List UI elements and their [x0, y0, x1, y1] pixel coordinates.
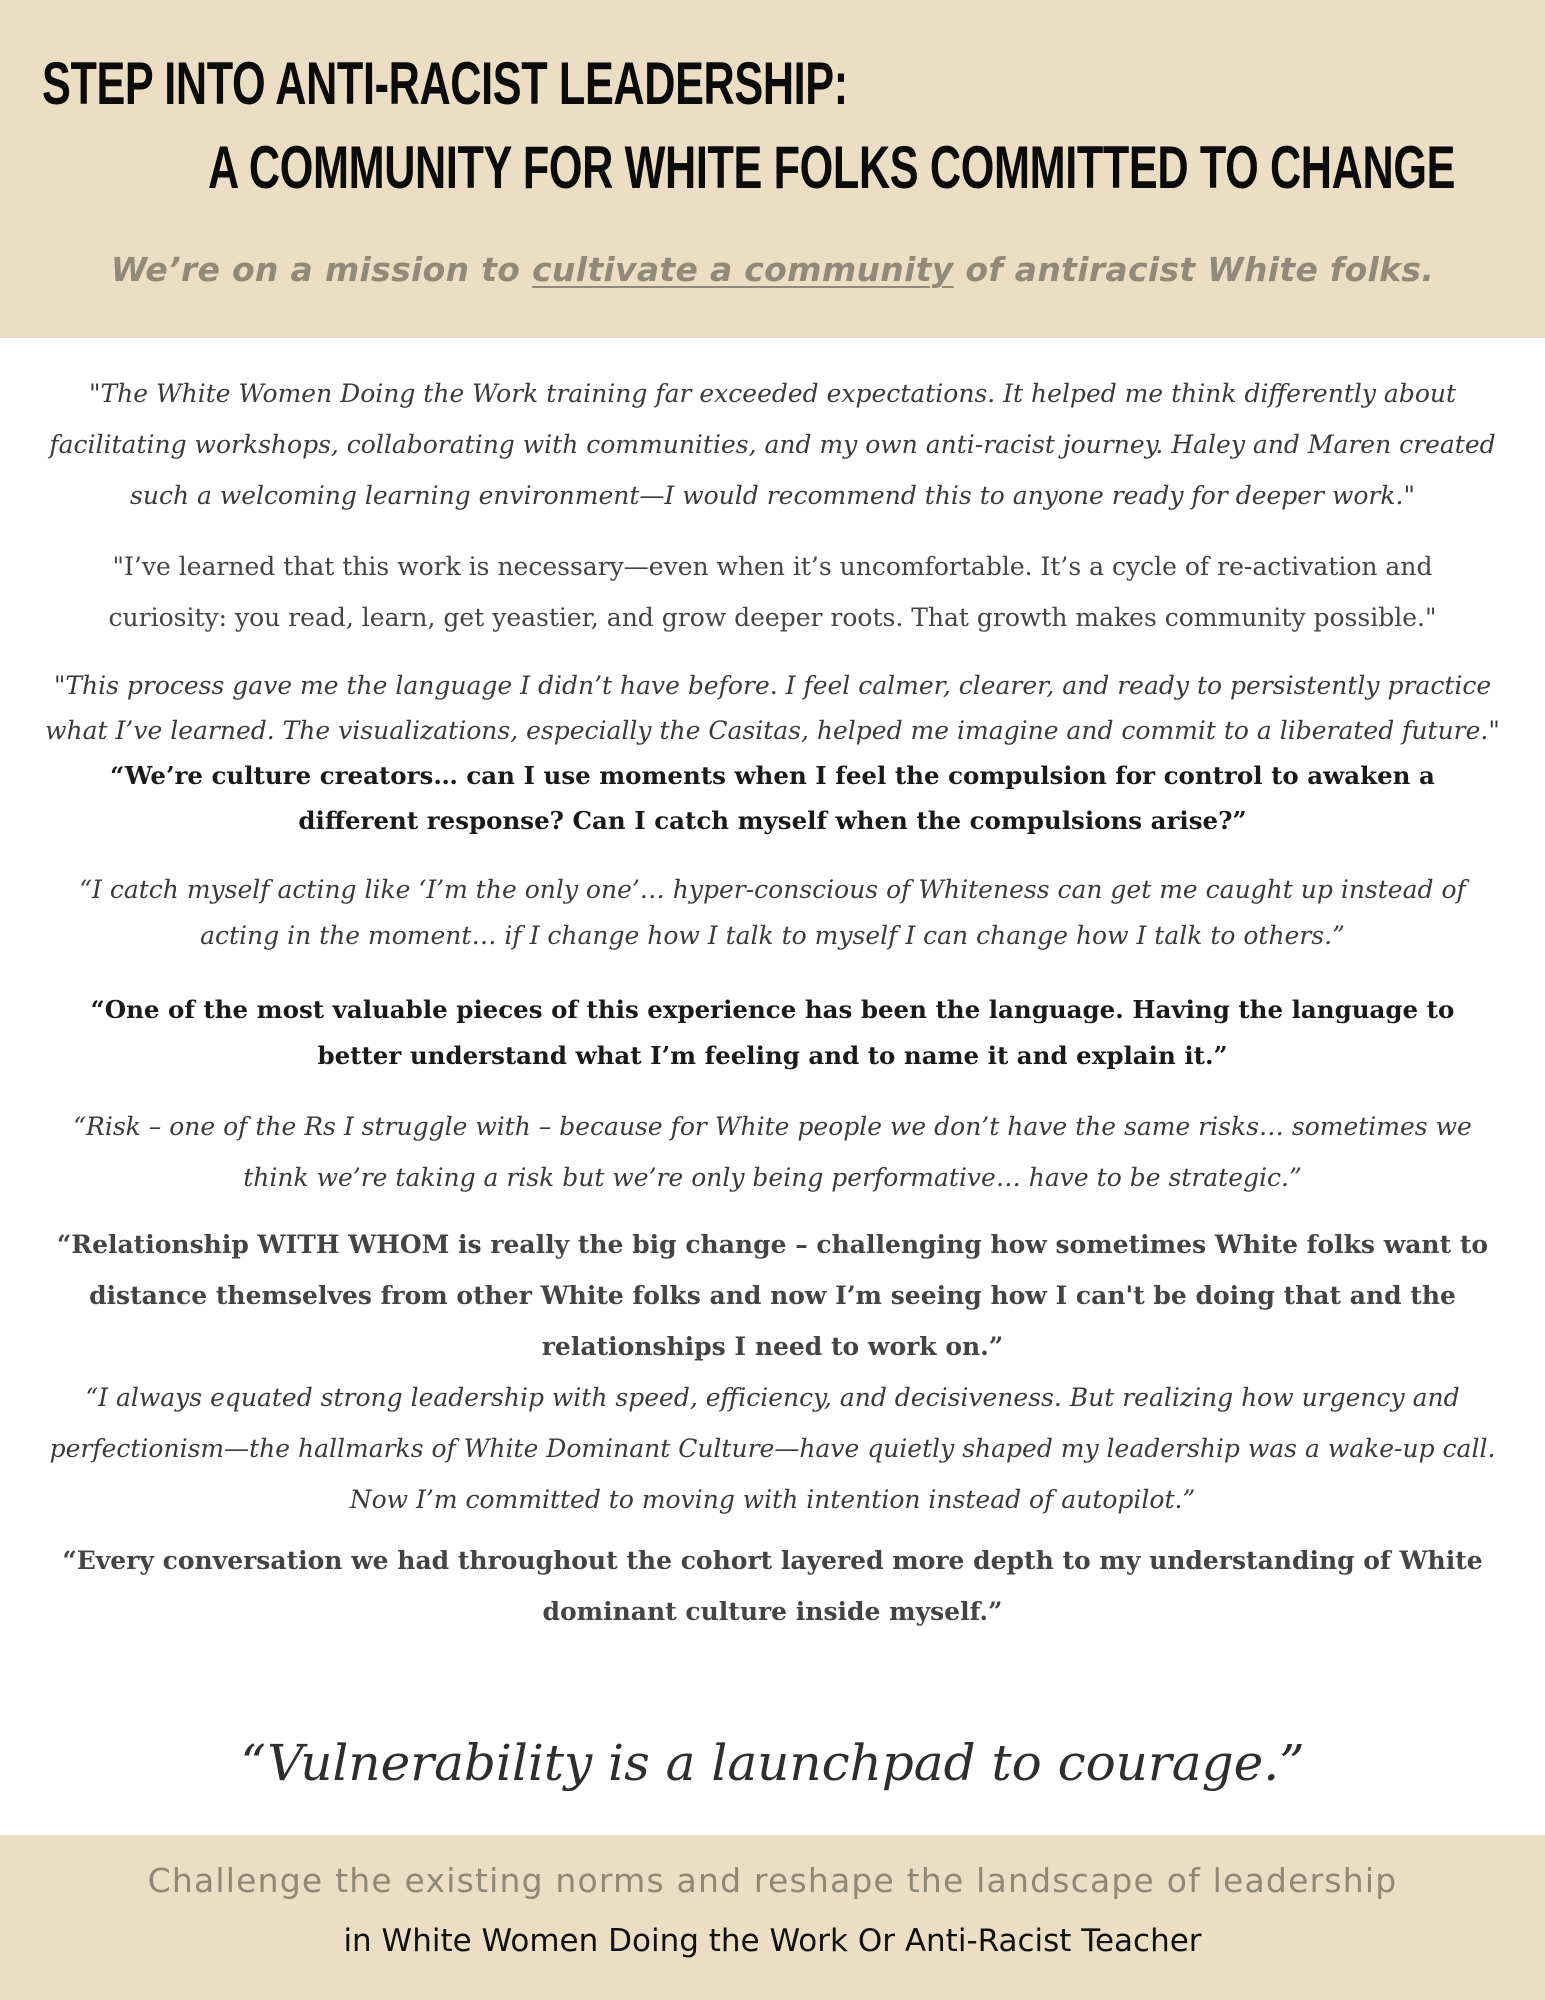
footer-tagline: Challenge the existing norms and reshape the landscape of leadership — [147, 1861, 1398, 1900]
mission-underlined-phrase: cultivate a community — [532, 250, 954, 289]
testimonial-7: “Risk – one of the Rs I struggle with – because for White people we don’t have the same risks… sometimes we think we’re taking a risk but we’re only being performative… have to be strategic.” — [73, 1112, 1472, 1192]
testimonial-6: “One of the most valuable pieces of this experience has been the language. Having the language to better understand what I’m feeling and to name it and explain it.” — [90, 995, 1455, 1070]
testimonial-8: “Relationship WITH WHOM is really the big change – challenging how sometimes White folks want to distance themselves from other White folks and now I’m seeing how I can't be doing that and the relationships I need to work on.” — [56, 1230, 1489, 1361]
testimonials-list — [0, 368, 1545, 1637]
testimonial-9: “I always equated strong leadership with speed, efficiency, and decisiveness. But realizing how urgency and perfectionism—the hallmarks of White Dominant Culture—have quietly shaped my leadership was a wake-up call. Now I’m committed to moving with intention instead of autopilot.” — [49, 1383, 1496, 1514]
page-title-line-1: STEP INTO ANTI-RACIST LEADERSHIP: — [42, 50, 848, 117]
footer-band — [0, 1835, 1545, 2000]
mission-text-after: of antiracist White folks. — [953, 250, 1435, 289]
testimonial-1: "The White Women Doing the Work training far exceeded expectations. It helped me think differently about facilitating workshops, collaborating with communities, and my own anti-racist journey. Haley and Maren created such a welcoming learning environment—I would recommend this to anyone ready for deeper work." — [49, 379, 1496, 510]
testimonial-2: "I’ve learned that this work is necessary—even when it’s uncomfortable. It’s a cycle of re-activation and curiosity: you read, learn, get yeastier, and grow deeper roots. That growth makes community possible." — [108, 552, 1437, 632]
mission-text-before: We’re on a mission to — [110, 250, 533, 289]
mission-statement — [0, 250, 1545, 289]
header-band — [0, 0, 1545, 338]
footer-program-names: in White Women Doing the Work Or Anti-Racist Teacher — [343, 1923, 1202, 1959]
page-title-line-2: A COMMUNITY FOR WHITE FOLKS COMMITTED TO CHANGE — [208, 134, 1456, 201]
testimonial-3: "This process gave me the language I didn’t have before. I feel calmer, clearer, and ready to persistently practice what I’ve learned. The visualizations, especially the Casitas, helped me imagine and commit to a liberated future." — [45, 671, 1500, 745]
closing-quote: “Vulnerability is a launchpad to courage.” — [240, 1734, 1305, 1792]
testimonial-4: “We’re culture creators… can I use moments when I feel the compulsion for control to awaken a different response? Can I catch myself when the compulsions arise?” — [110, 761, 1435, 835]
testimonial-10: “Every conversation we had throughout the cohort layered more depth to my understanding of White dominant culture inside myself.” — [62, 1546, 1483, 1626]
testimonial-5: “I catch myself acting like ‘I’m the only one’… hyper-conscious of Whiteness can get me caught up instead of acting in the moment… if I change how I talk to myself I can change how I talk to others.” — [79, 875, 1466, 950]
